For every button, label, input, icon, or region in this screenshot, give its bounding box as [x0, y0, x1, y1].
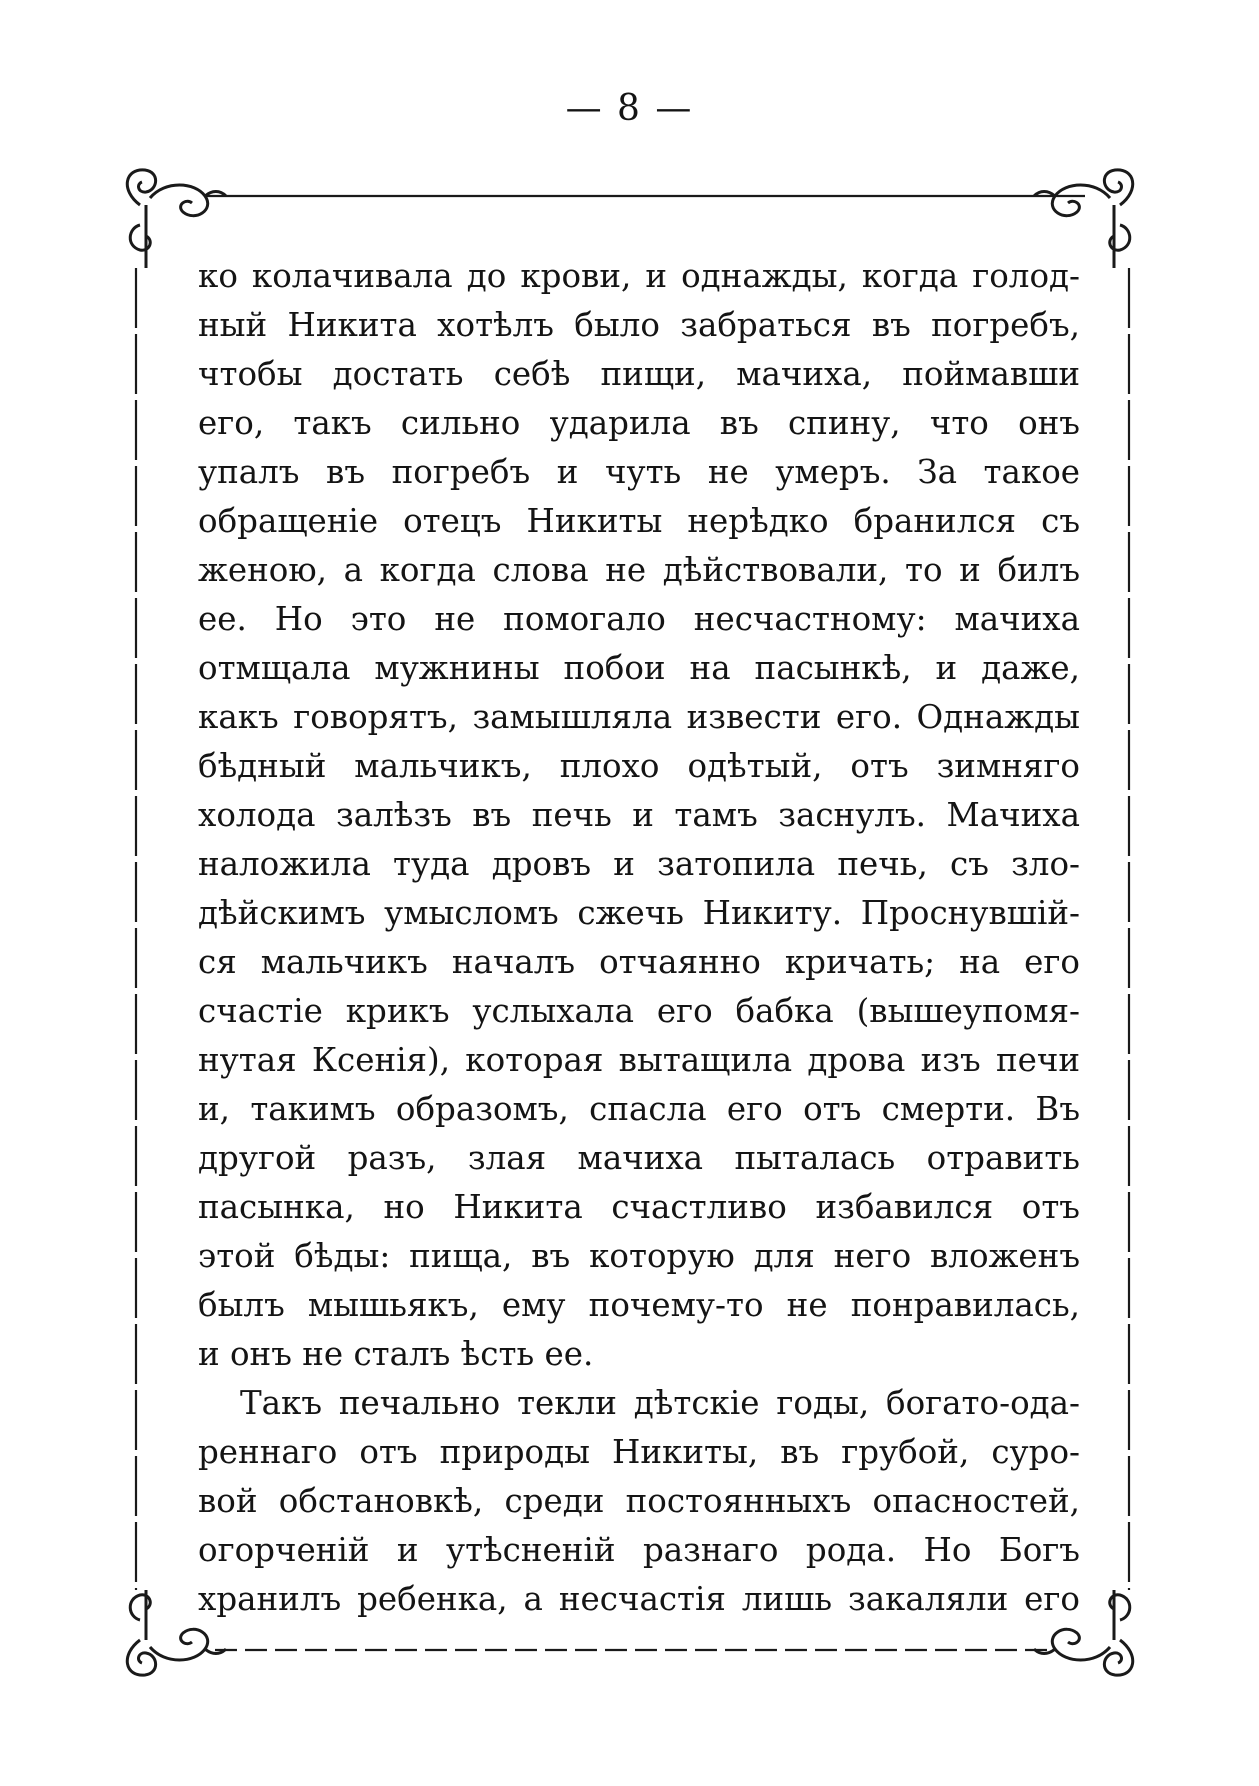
- text-line: былъ мышьякъ, ему почему-то не понравилась,: [198, 1286, 1080, 1324]
- body-text: [198, 252, 1080, 1624]
- text-line: наложила туда дровъ и затопила печь, съ зло-: [198, 845, 1080, 883]
- text-line: другой разъ, злая мачиха пыталась отравить: [198, 1139, 1080, 1177]
- text-line: его, такъ сильно ударила въ спину, что онъ: [198, 404, 1080, 442]
- text-line: обращеніе отецъ Никиты нерѣдко бранился съ: [198, 502, 1080, 540]
- text-line: счастіе крикъ услыхала его бабка (вышеупомя-: [198, 992, 1080, 1030]
- page-number: — 8 —: [565, 88, 694, 129]
- text-line: женою, а когда слова не дѣйствовали, то и билъ: [198, 551, 1080, 589]
- text-line: реннаго отъ природы Никиты, въ грубой, суро-: [198, 1433, 1080, 1471]
- text-line: вой обстановкѣ, среди постоянныхъ опасностей,: [198, 1482, 1080, 1520]
- text-line: чтобы достать себѣ пищи, мачиха, поймавши: [198, 355, 1080, 393]
- text-line: и онъ не сталъ ѣсть ее.: [198, 1335, 594, 1373]
- text-line: огорченій и утѣсненій разнаго рода. Но Богъ: [198, 1531, 1080, 1569]
- text-line: ся мальчикъ началъ отчаянно кричать; на его: [198, 943, 1080, 981]
- text-line: пасынка, но Никита счастливо избавился отъ: [198, 1188, 1080, 1226]
- text-line: ко колачивала до крови, и однажды, когда голод-: [198, 257, 1080, 295]
- text-line: нутая Ксенія), которая вытащила дрова изъ печи: [198, 1041, 1080, 1079]
- text-line: бѣдный мальчикъ, плохо одѣтый, отъ зимняго: [198, 747, 1080, 785]
- text-line: какъ говорятъ, замышляла извести его. Однажды: [198, 698, 1080, 736]
- text-line: и, такимъ образомъ, спасла его отъ смерти. Въ: [198, 1090, 1080, 1128]
- text-line: ный Никита хотѣлъ было забраться въ погребъ,: [198, 306, 1080, 344]
- text-line: хранилъ ребенка, а несчастія лишь закаляли его: [198, 1580, 1080, 1618]
- text-line: отмщала мужнины побои на пасынкѣ, и даже,: [198, 649, 1080, 687]
- text-line: этой бѣды: пища, въ которую для него вложенъ: [198, 1237, 1080, 1275]
- text-line: дѣйскимъ умысломъ сжечь Никиту. Проснувшій-: [198, 894, 1080, 932]
- paragraph-2: [198, 1379, 1080, 1624]
- paragraph-1: [198, 252, 1080, 1379]
- text-line: холода залѣзъ въ печь и тамъ заснулъ. Мачиха: [198, 796, 1080, 834]
- text-line: ее. Но это не помогало несчастному: мачиха: [198, 600, 1080, 638]
- text-line: Такъ печально текли дѣтскіе годы, богато-ода-: [240, 1384, 1080, 1422]
- text-line: упалъ въ погребъ и чуть не умеръ. За такое: [198, 453, 1080, 491]
